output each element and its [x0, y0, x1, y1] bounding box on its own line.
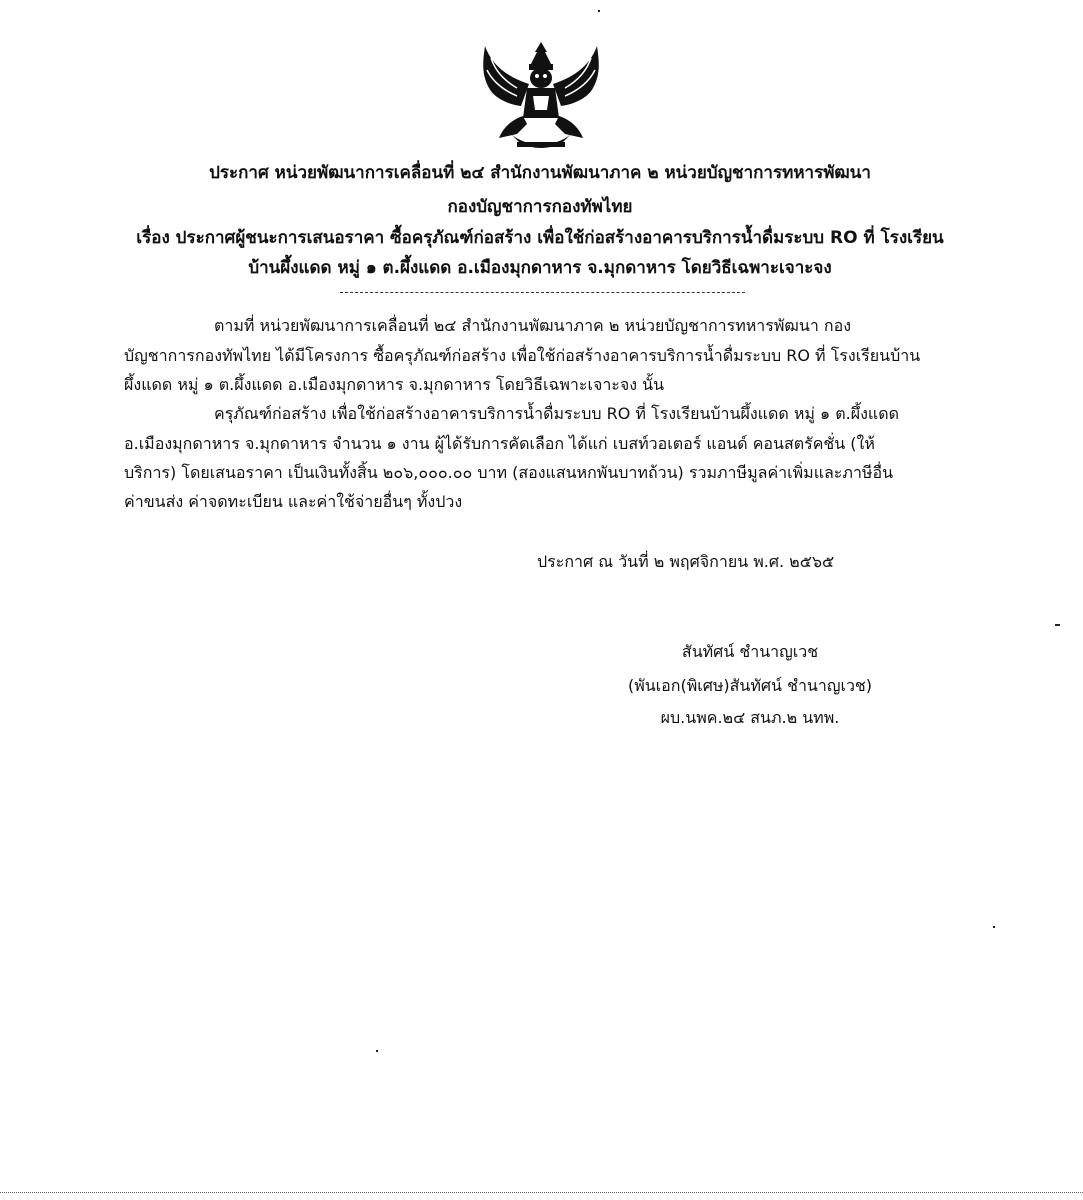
paragraph1-line1: ตามที่ หน่วยพัฒนาการเคลื่อนที่ ๒๔ สำนักงานพัฒนาภาค ๒ หน่วยบัญชาการทหารพัฒนา กอง [214, 316, 851, 335]
paragraph2-line2: อ.เมืองมุกดาหาร จ.มุกดาหาร จำนวน ๑ งาน ผู้ได้รับการคัดเลือก ได้แก่ เบสท์วอเตอร์ แอนด์ คอนสตรัคชั่น (ให้ [124, 434, 875, 453]
scan-speck [1055, 624, 1060, 626]
paragraph1-line2: บัญชาการกองทัพไทย ได้มีโครงการ ซื้อครุภัณฑ์ก่อสร้าง เพื่อใช้ก่อสร้างอาคารบริการน้ำดื่มระบบ RO ที่ โรงเรียนบ้าน [124, 346, 921, 365]
signatory-full-name: (พันเอก(พิเศษ)สันทัศน์ ชำนาญเวช) [627, 676, 873, 695]
announcement-title-line2: กองบัญชาการกองทัพไทย [447, 197, 633, 217]
heading-divider [340, 292, 745, 293]
paragraph2-line4: ค่าขนส่ง ค่าจดทะเบียน และค่าใช้จ่ายอื่นๆ ทั้งปวง [124, 492, 463, 511]
signature: สันทัศน์ ชำนาญเวช [681, 642, 819, 661]
announcement-date: ประกาศ ณ วันที่ ๒ พฤศจิกายน พ.ศ. ๒๕๖๕ [537, 552, 835, 571]
garuda-emblem-icon [471, 38, 611, 150]
subject-line1: เรื่อง ประกาศผู้ชนะการเสนอราคา ซื้อครุภัณฑ์ก่อสร้าง เพื่อใช้ก่อสร้างอาคารบริการน้ำดื่มระบบ RO ที่ โรงเรียน [136, 228, 944, 248]
paragraph2-line3: บริการ) โดยเสนอราคา เป็นเงินทั้งสิ้น ๒๐๖,๐๐๐.๐๐ บาท (สองแสนหกพันบาทถ้วน) รวมภาษีมูลค่าเพิ่มและภาษีอื่น [124, 463, 894, 482]
paragraph1-line3: ผึ้งแดด หมู่ ๑ ต.ผึ้งแดด อ.เมืองมุกดาหาร จ.มุกดาหาร โดยวิธีเฉพาะเจาะจง นั้น [124, 375, 665, 394]
paragraph2-line1: ครุภัณฑ์ก่อสร้าง เพื่อใช้ก่อสร้างอาคารบริการน้ำดื่มระบบ RO ที่ โรงเรียนบ้านผึ้งแดด หมู่ ๑ ต.ผึ้งแดด [214, 404, 900, 423]
subject-line2: บ้านผึ้งแดด หมู่ ๑ ต.ผึ้งแดด อ.เมืองมุกดาหาร จ.มุกดาหาร โดยวิธีเฉพาะเจาะจง [248, 258, 832, 278]
scan-speck [993, 926, 995, 928]
scan-speck [376, 1050, 378, 1052]
announcement-title-line1: ประกาศ หน่วยพัฒนาการเคลื่อนที่ ๒๔ สำนักงานพัฒนาภาค ๒ หน่วยบัญชาการทหารพัฒนา [209, 163, 871, 183]
scan-edge [0, 1192, 1083, 1193]
signatory-position: ผบ.นพค.๒๔ สนภ.๒ นทพ. [660, 708, 840, 727]
scan-speck [598, 10, 600, 12]
